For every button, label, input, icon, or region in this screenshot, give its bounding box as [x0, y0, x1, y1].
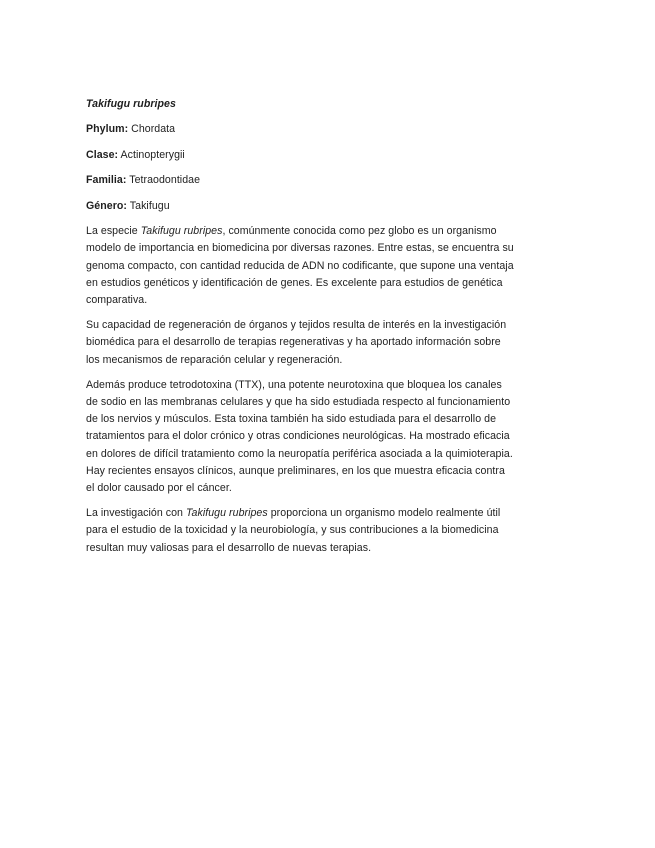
document-body — [86, 96, 516, 565]
document-title: Takifugu rubripes — [86, 98, 176, 110]
paragraph-text: La investigación con — [86, 507, 186, 520]
paragraph-text: , comúnmente conocida como pez globo es un organismo modelo de importancia en biomedicina por diversas razones. Entre estas, se encuentra su genoma compacto, con cantidad reducida de ADN no codificante, que supone una ventaja en estudios genéticos y identificación de genes. Es excelente para estudios de genética comparativa. — [86, 225, 514, 307]
field-value: Takifugu — [129, 199, 170, 212]
field-clase — [86, 147, 516, 164]
paragraph-tetrodotoxin: Además produce tetrodotoxina (TTX), una potente neurotoxina que bloquea los canales de sodio en las membranas celulares y que ha sido estudiada respecto al funcionamiento de los nervios y músculos. Esta toxina también ha sido estudiada para el desarrollo de tratamientos para el dolor crónico y otras condiciones neurológicas. Ha mostrado eficacia en dolores de difícil tratamiento como la neuropatía periférica asociada a la quimioterapia. Hay recientes ensayos clínicos, aunque preliminares, en los que muestra eficacia contra el dolor causado por el cáncer. — [86, 378, 513, 495]
field-phylum — [86, 121, 516, 138]
field-value: Tetraodontidae — [129, 174, 201, 187]
field-label: Género: — [86, 199, 127, 212]
paragraph-intro — [86, 223, 516, 309]
field-genero — [86, 198, 516, 215]
field-familia — [86, 172, 516, 189]
field-label: Phylum: — [86, 123, 129, 136]
paragraph-conclusion — [86, 505, 516, 557]
paragraph-regeneration: Su capacidad de regeneración de órganos y tejidos resulta de interés en la investigación biomédica para el desarrollo de terapias regenerativas y ha aportado información sobre los mecanismos de reparación celular y regeneración. — [86, 319, 507, 366]
field-value: Chordata — [131, 123, 176, 136]
paragraph-text: proporciona un organismo modelo realmente útil para el estudio de la toxicidad y la neurobiología, y sus contribuciones a la biomedicina resultan muy valiosas para el desarrollo de nuevas terapias. — [86, 507, 501, 554]
field-value: Actinopterygii — [120, 148, 185, 161]
field-label: Familia: — [86, 174, 127, 187]
field-label: Clase: — [86, 148, 119, 161]
species-name: Takifugu rubripes — [140, 225, 223, 238]
species-name: Takifugu rubripes — [186, 507, 268, 520]
paragraph-text: La especie — [86, 225, 141, 238]
